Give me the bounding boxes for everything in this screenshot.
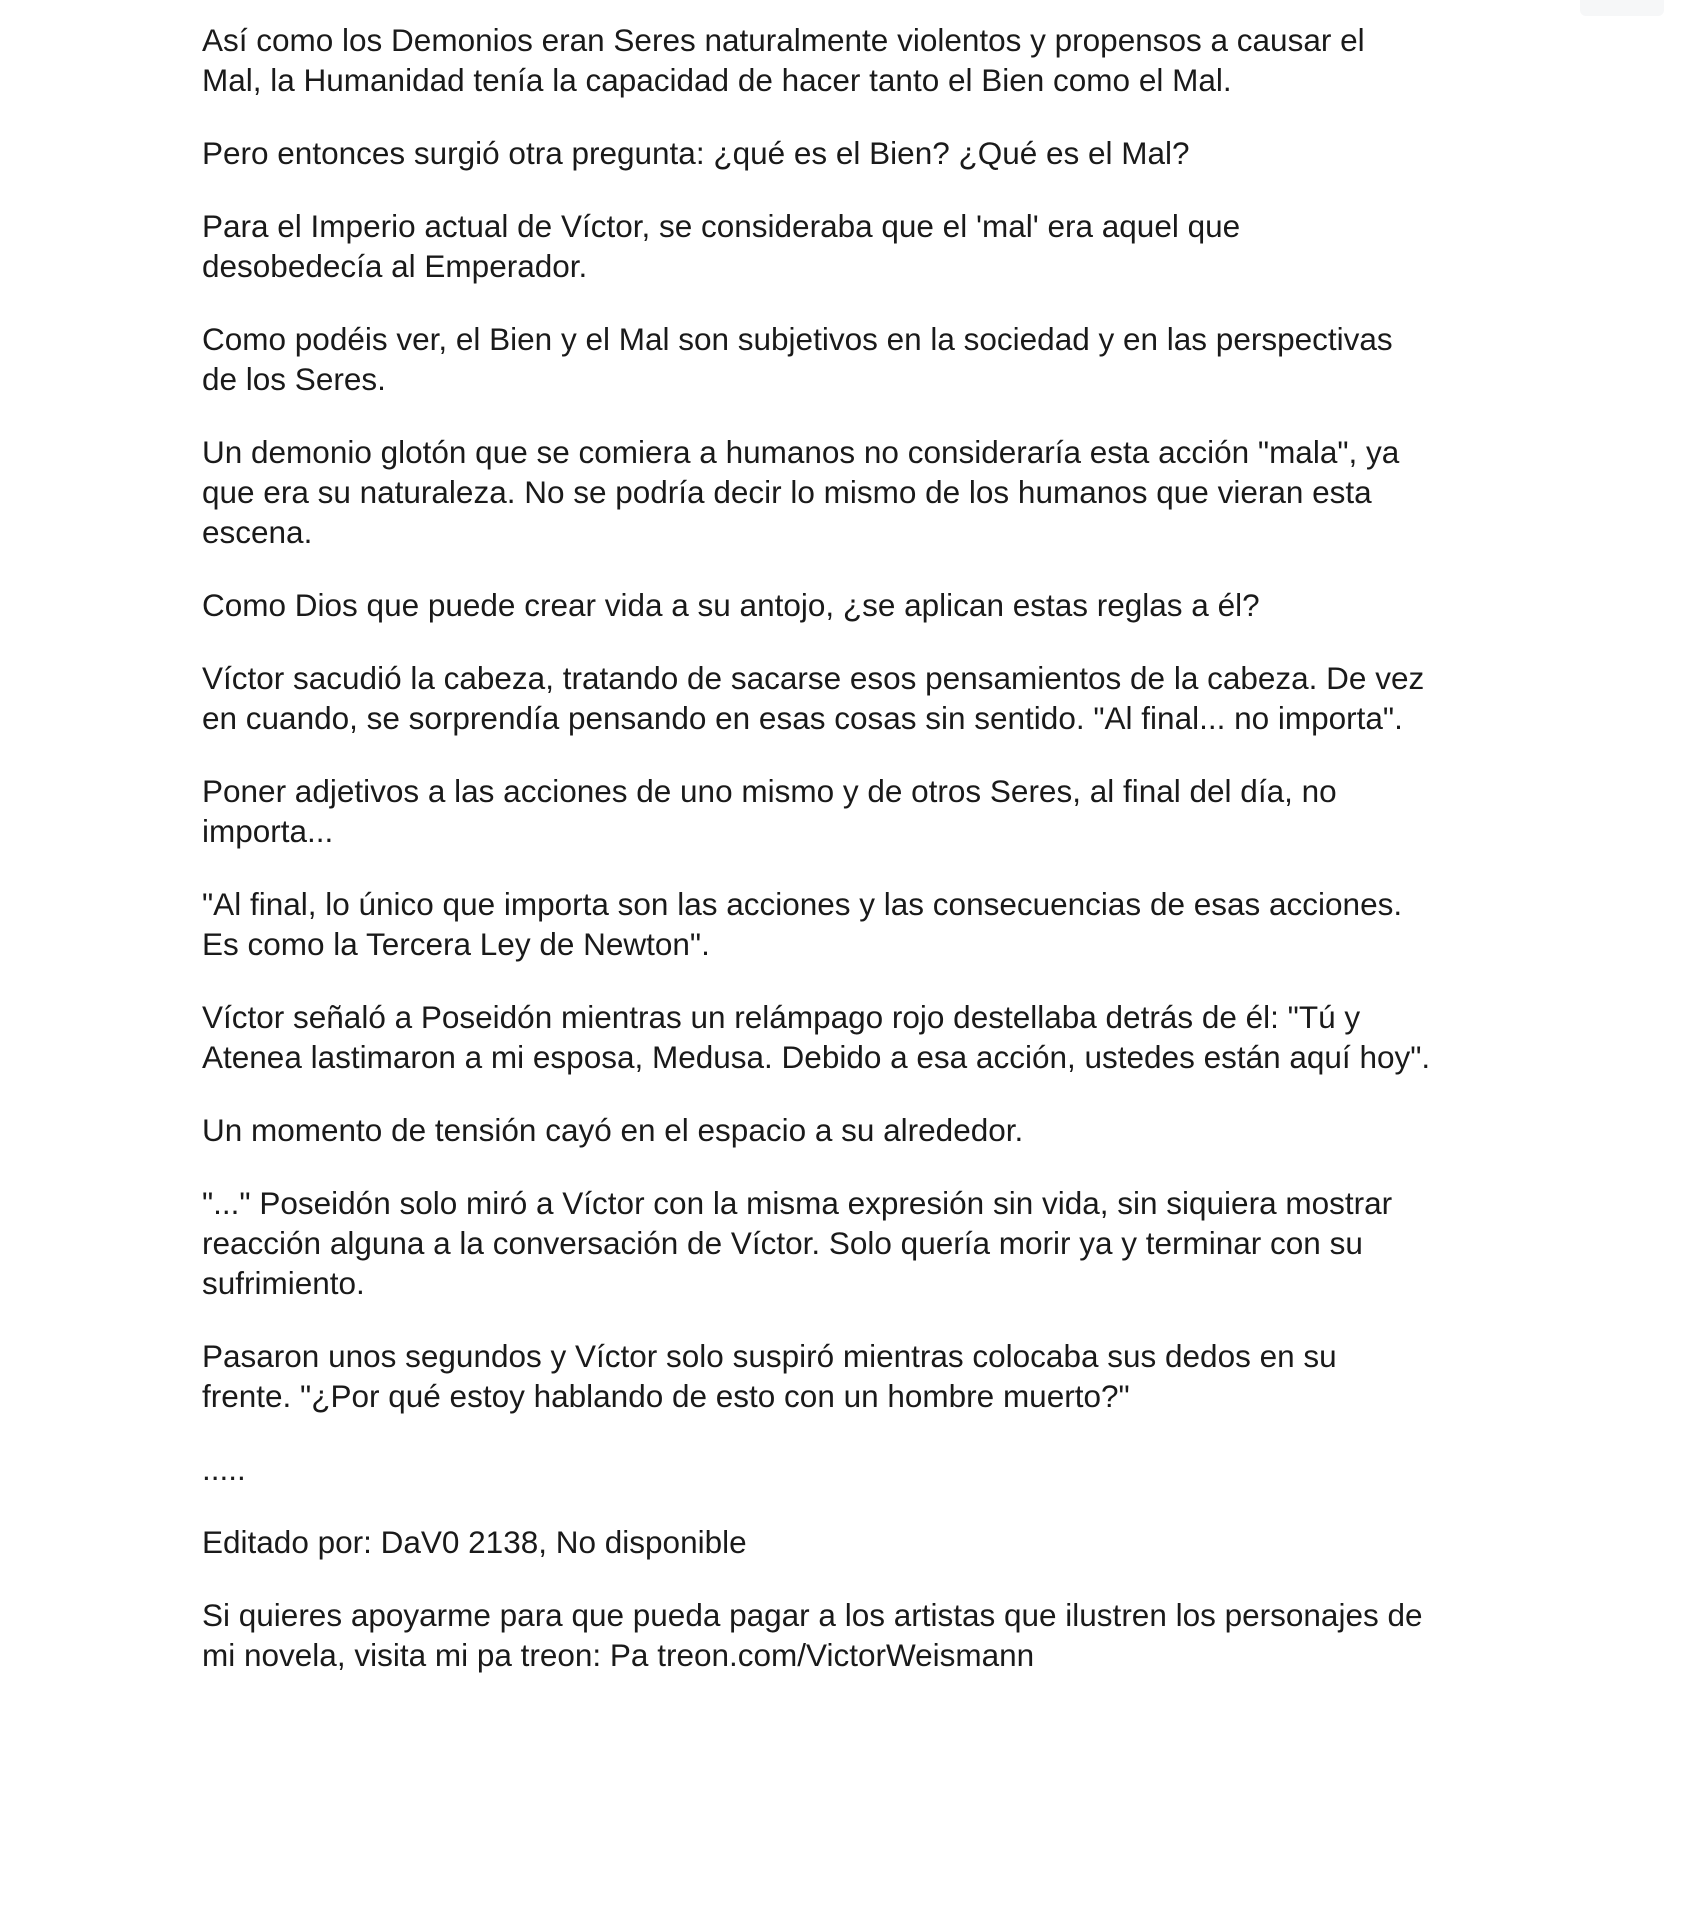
- paragraph: Como Dios que puede crear vida a su antojo, ¿se aplican estas reglas a él?: [202, 587, 1260, 623]
- section-break: .....: [202, 1451, 246, 1487]
- paragraph: Pasaron unos segundos y Víctor solo suspiró mientras colocaba sus dedos en su frente. "¿Por qué estoy hablando de esto con un hombre muerto?": [202, 1338, 1337, 1414]
- paragraph: Víctor señaló a Poseidón mientras un relámpago rojo destellaba detrás de él: "Tú y Atenea lastimaron a mi esposa, Medusa. Debido a esa acción, ustedes están aquí hoy".: [202, 999, 1431, 1075]
- paragraph: Como podéis ver, el Bien y el Mal son subjetivos en la sociedad y en las perspectivas de los Seres.: [202, 321, 1393, 397]
- paragraph: Pero entonces surgió otra pregunta: ¿qué es el Bien? ¿Qué es el Mal?: [202, 135, 1190, 171]
- paragraph: "Al final, lo único que importa son las acciones y las consecuencias de esas acciones. Es como la Tercera Ley de Newton".: [202, 886, 1403, 962]
- paragraph: "..." Poseidón solo miró a Víctor con la misma expresión sin vida, sin siquiera mostrar reacción alguna a la conversación de Víctor. Solo quería morir ya y terminar con su sufrimiento.: [202, 1185, 1393, 1301]
- document-body: [202, 20, 1542, 1708]
- paragraph: Para el Imperio actual de Víctor, se consideraba que el 'mal' era aquel que desobedecía al Emperador.: [202, 208, 1241, 284]
- paragraph: Un demonio glotón que se comiera a humanos no consideraría esta acción "mala", ya que era su naturaleza. No se podría decir lo mismo de los humanos que vieran esta escena.: [202, 434, 1400, 550]
- paragraph: Un momento de tensión cayó en el espacio a su alrededor.: [202, 1112, 1024, 1148]
- paragraph: Víctor sacudió la cabeza, tratando de sacarse esos pensamientos de la cabeza. De vez en cuando, se sorprendía pensando en esas cosas sin sentido. "Al final... no importa".: [202, 660, 1425, 736]
- paragraph: Poner adjetivos a las acciones de uno mismo y de otros Seres, al final del día, no importa...: [202, 773, 1337, 849]
- paragraph: Así como los Demonios eran Seres naturalmente violentos y propensos a causar el Mal, la Humanidad tenía la capacidad de hacer tanto el Bien como el Mal.: [202, 22, 1365, 98]
- support-note: Si quieres apoyarme para que pueda pagar a los artistas que ilustren los personajes de mi novela, visita mi pa treon: Pa treon.com/VictorWeismann: [202, 1597, 1423, 1673]
- page-corner-tab: [1580, 0, 1664, 16]
- editor-credit: Editado por: DaV0 2138, No disponible: [202, 1524, 747, 1560]
